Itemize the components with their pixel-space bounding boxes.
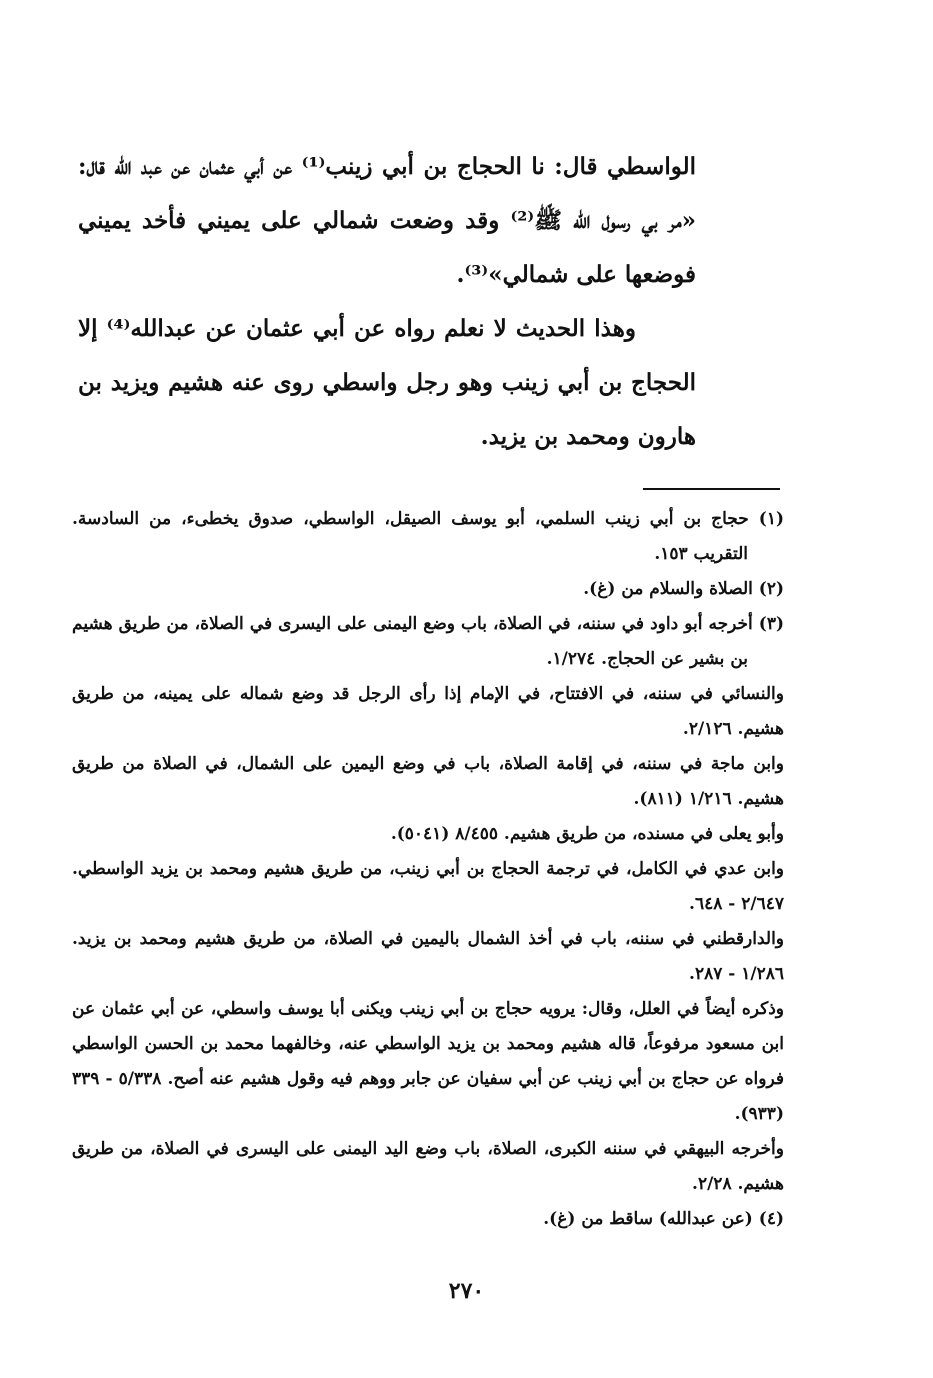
footnote-3-bayhaqi: وأخرجه البيهقي في سننه الكبرى، الصلاة، باب وضع اليد اليمنى على اليسرى في الصلاة، من طريق هشيم. ٢/٢٨. [72, 1139, 784, 1194]
footnote-3-daraqutni: والدارقطني في سننه، باب في أخذ الشمال باليمين في الصلاة، من طريق هشيم ومحمد بن يزيد. ١/٢٨٦ - ٢٨٧. [72, 929, 784, 984]
footnote-3-ibn-majah: وابن ماجة في سننه، في إقامة الصلاة، باب في وضع اليمين على الشمال، في الصلاة من طريق هشيم. ١/٢١٦ (٨١١). [72, 754, 784, 809]
main-paragraph-2: وهذا الحديث لا نعلم رواه عن أبي عثمان عن عبدالله⁽⁴⁾ إلا الحجاج بن أبي زينب وهو رجل واسطي روى عنه هشيم ويزيد بن هارون ومحمد بن يزيد. [78, 315, 696, 450]
footnote-2: (٢) الصلاة والسلام من (غ). [583, 579, 784, 599]
footnote-3-ilal: وذكره أيضاً في العلل، وقال: يرويه حجاج بن أبي زينب ويكنى أبا يوسف واسطي، عن أبي عثمان عن ابن مسعود مرفوعاً، قاله هشيم ومحمد بن يزيد الواسطي عنه، وخالفهما محمد بن الحسن الواسطي فرواه عن حجاج بن أبي زينب عن أبي سفيان عن جابر ووهم فيه وقول هشيم عنه أصح. ٥/٣٣٨ - ٣٣٩ (٩٣٣). [72, 999, 784, 1124]
footnote-4: (٤) (عن عبدالله) ساقط من (غ). [543, 1209, 784, 1229]
footnote-3-ibn-adi: وابن عدي في الكامل، في ترجمة الحجاج بن أبي زينب، من طريق هشيم ومحمد بن يزيد الواسطي. ٢/٦٤٧ - ٦٤٨. [72, 859, 784, 914]
footnote-3-abu-yala: وأبو يعلى في مسنده، من طريق هشيم. ٨/٤٥٥ (٥٠٤١). [390, 824, 784, 844]
main-text [78, 140, 696, 464]
footnote-3-abu-dawud: (٣) أخرجه أبو داود في سننه، في الصلاة، باب وضع اليمنى على اليسرى في الصلاة، من طريق هشيم بن بشير عن الحجاج. ١/٢٧٤. [72, 614, 784, 669]
page-number: ٢٧٠ [448, 1278, 485, 1304]
main-paragraph-1: الواسطي قال: نا الحجاج بن أبي زينب⁽¹⁾ عن أبي عثمان عن عبد الله قال: «مر بي رسول الله ﷺ⁽²⁾ وقد وضعت شمالي على يميني فأخد يميني فوضعها على شمالي»⁽³⁾. [78, 153, 696, 288]
footnotes [72, 502, 784, 1237]
footnote-separator [643, 488, 780, 490]
footnote-3-nasai: والنسائي في سننه، في الافتتاح، في الإمام إذا رأى الرجل قد وضع شماله على يمينه، من طريق هشيم. ٢/١٢٦. [72, 684, 784, 739]
footnote-1: (١) حجاج بن أبي زينب السلمي، أبو يوسف الصيقل، الواسطي، صدوق يخطىء، من السادسة. التقريب ١٥٣. [72, 509, 784, 564]
